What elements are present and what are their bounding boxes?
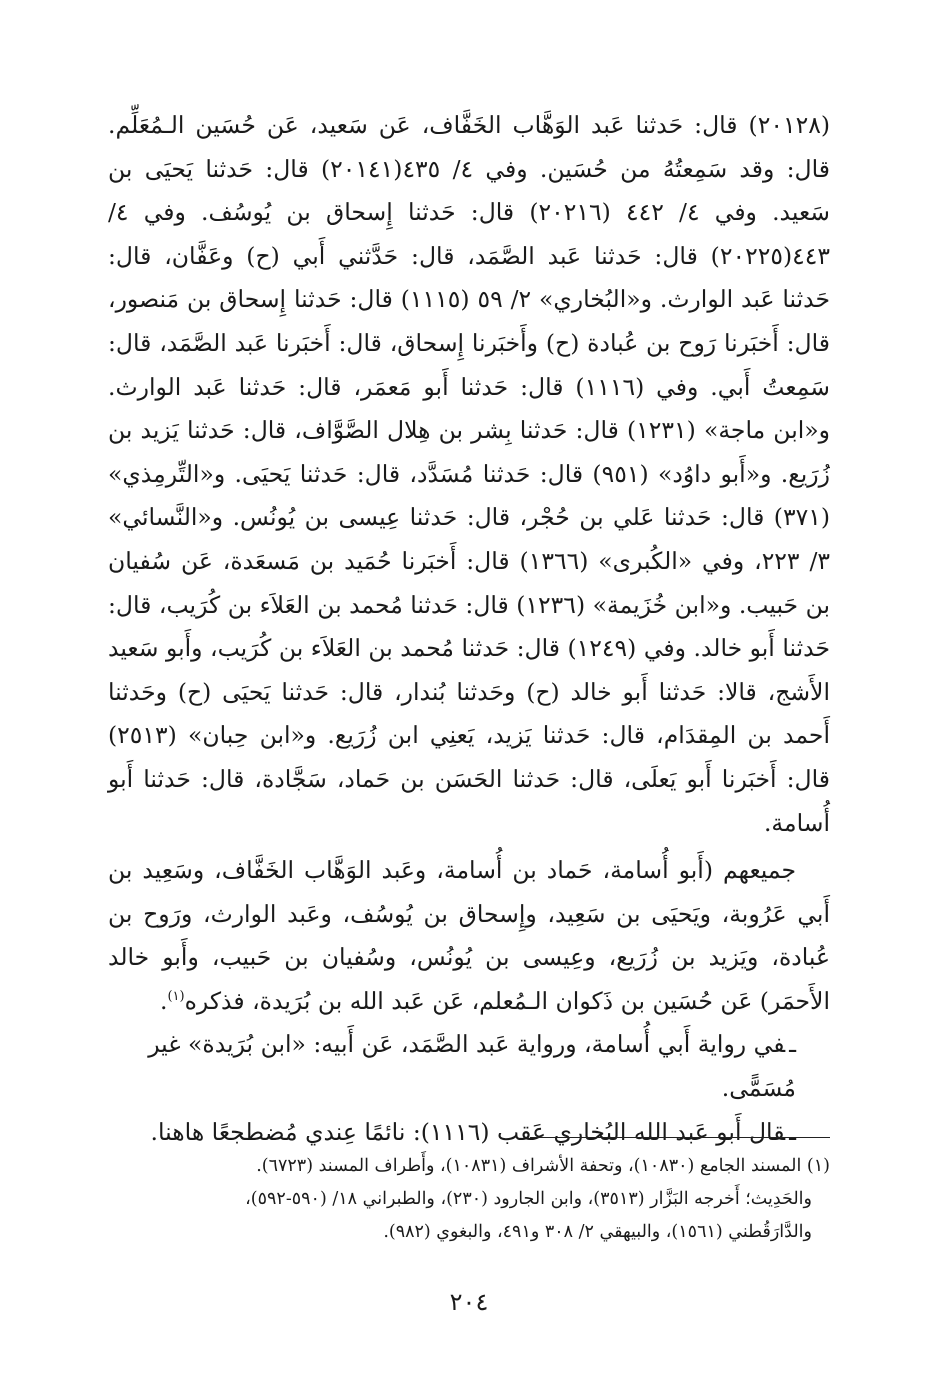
hadith-chain-paragraph: [108, 104, 830, 845]
hadith-text: (٢٠١٢٨) قال: حَدثنا عَبد الوَهَّاب الخَفَّاف، عَن سَعيد، عَن حُسَين الـمُعَلِّم. قال: وقد سَمِعتُهُ من حُسَين. وفي ٤/ ٤٣٥(٢٠١٤١) قال: حَدثنا يَحيَى بن سَعيد. وفي ٤/ ٤٤٢ (٢٠٢١٦) قال: حَدثنا إِسحاق بن يُوسُف. وفي ٤/ ٤٤٣(٢٠٢٢٥) قال: حَدثنا عَبد الصَّمَد، قال: حَدَّثني أَبي (ح) وعَفَّان، قال: حَدثنا عَبد الوارث. و«البُخاري» ٢/ ٥٩ (١١١٥) قال: حَدثنا إِسحاق بن مَنصور، قال: أَخبَرنا رَوح بن عُبادة (ح) وأَخبَرنا إِسحاق، قال: أَخبَرنا عَبد الصَّمَد، قال: سَمِعتُ أَبي. وفي (١١١٦) قال: حَدثنا أَبو مَعمَر، قال: حَدثنا عَبد الوارث. و«ابن ماجة» (١٢٣١) قال: حَدثنا بِشر بن هِلال الصَّوَّاف، قال: حَدثنا يَزيد بن زُرَيع. و«أَبو داوُد» (٩٥١) قال: حَدثنا مُسَدَّد، قال: حَدثنا يَحيَى. و«التِّرمِذي» (٣٧١) قال: حَدثنا عَلي بن حُجْر، قال: حَدثنا عِيسى بن يُونُس. و«النَّسائي» ٣/ ٢٢٣، وفي «الكُبرى» (١٣٦٦) قال: أَخبَرنا حُمَيد بن مَسعَدة، عَن سُفيان بن حَبيب. و«ابن خُزَيمة» (١٢٣٦) قال: حَدثنا مُحمد بن العَلاَء بن كُرَيب، قال: حَدثنا أَبو خالد. وفي (١٢٤٩) قال: حَدثنا مُحمد بن العَلاَء بن كُرَيب، وأَبو سَعيد الأَشج، قالا: حَدثنا أَبو خالد (ح) وحَدثنا بُندار، قال: حَدثنا يَحيَى (ح) وحَدثنا أَحمد بن المِقدَام، قال: حَدثنا يَزيد، يَعنِي ابن زُرَيع. و«ابن حِبان» (٢٥١٣) قال: أَخبَرنا أَبو يَعلَى، قال: حَدثنا الحَسَن بن حَماد، سَجَّادة، قال: حَدثنا أَبو أُسامة.: [108, 111, 831, 837]
footnote-line: والحَدِيث؛ أَخرجه البَزَّار (٣٥١٣)، وابن الجارود (٢٣٠)، والطبراني ١٨/ (٥٩٠-٥٩٢)،: [245, 1189, 812, 1209]
page-body: [108, 104, 830, 1154]
notes-list: [108, 1023, 830, 1154]
note-text: قال أَبو عَبد الله البُخاري عَقب (١١١٦): نائمًا عِندي مُضطجعًا هاهنا.: [150, 1117, 786, 1146]
note-dash: ـ: [789, 1030, 796, 1059]
summary-paragraph: [108, 849, 830, 1023]
footnote-line: (١) المسند الجامع (١٠٨٣٠)، وتحفة الأشراف (١٠٨٣١)، وأَطراف المسند (٦٧٢٣).: [256, 1156, 830, 1176]
page-number: ٢٠٤: [449, 1288, 489, 1316]
footnote-divider: [530, 1137, 830, 1138]
summary-text-block: [108, 849, 830, 1023]
footnote-line: والدَّارَقُطني (١٥٦١)، والبيهقي ٢/ ٣٠٨ و٤٩١، والبغوي (٩٨٢).: [383, 1222, 812, 1242]
note-item: [108, 1111, 830, 1155]
note-item: [108, 1023, 830, 1110]
summary-text: جميعهم (أَبو أُسامة، حَماد بن أُسامة، وعَبد الوَهَّاب الخَفَّاف، وسَعِيد بن أَبي عَرُوبة، ويَحيَى بن سَعِيد، وإِسحاق بن يُوسُف، وعَبد الوارث، ورَوح بن عُبادة، ويَزيد بن زُرَيع، وعِيسى بن يُونُس، وسُفيان بن حَبيب، وأَبو خالد الأَحمَر) عَن حُسَين بن ذَكوان الـمُعلم، عَن عَبد الله بن بُرَيدة، فذكره: [108, 856, 830, 1015]
note-text: في رواية أَبي أُسامة، ورواية عَبد الصَّمَد، عَن أَبيه: «ابن بُرَيدة» غير مُسَمًّى.: [148, 1030, 796, 1103]
note-dash: ـ: [789, 1117, 796, 1146]
footnote-marker[interactable]: (١): [167, 989, 185, 1005]
summary-period: .: [159, 986, 168, 1015]
footnotes: [108, 1150, 830, 1249]
